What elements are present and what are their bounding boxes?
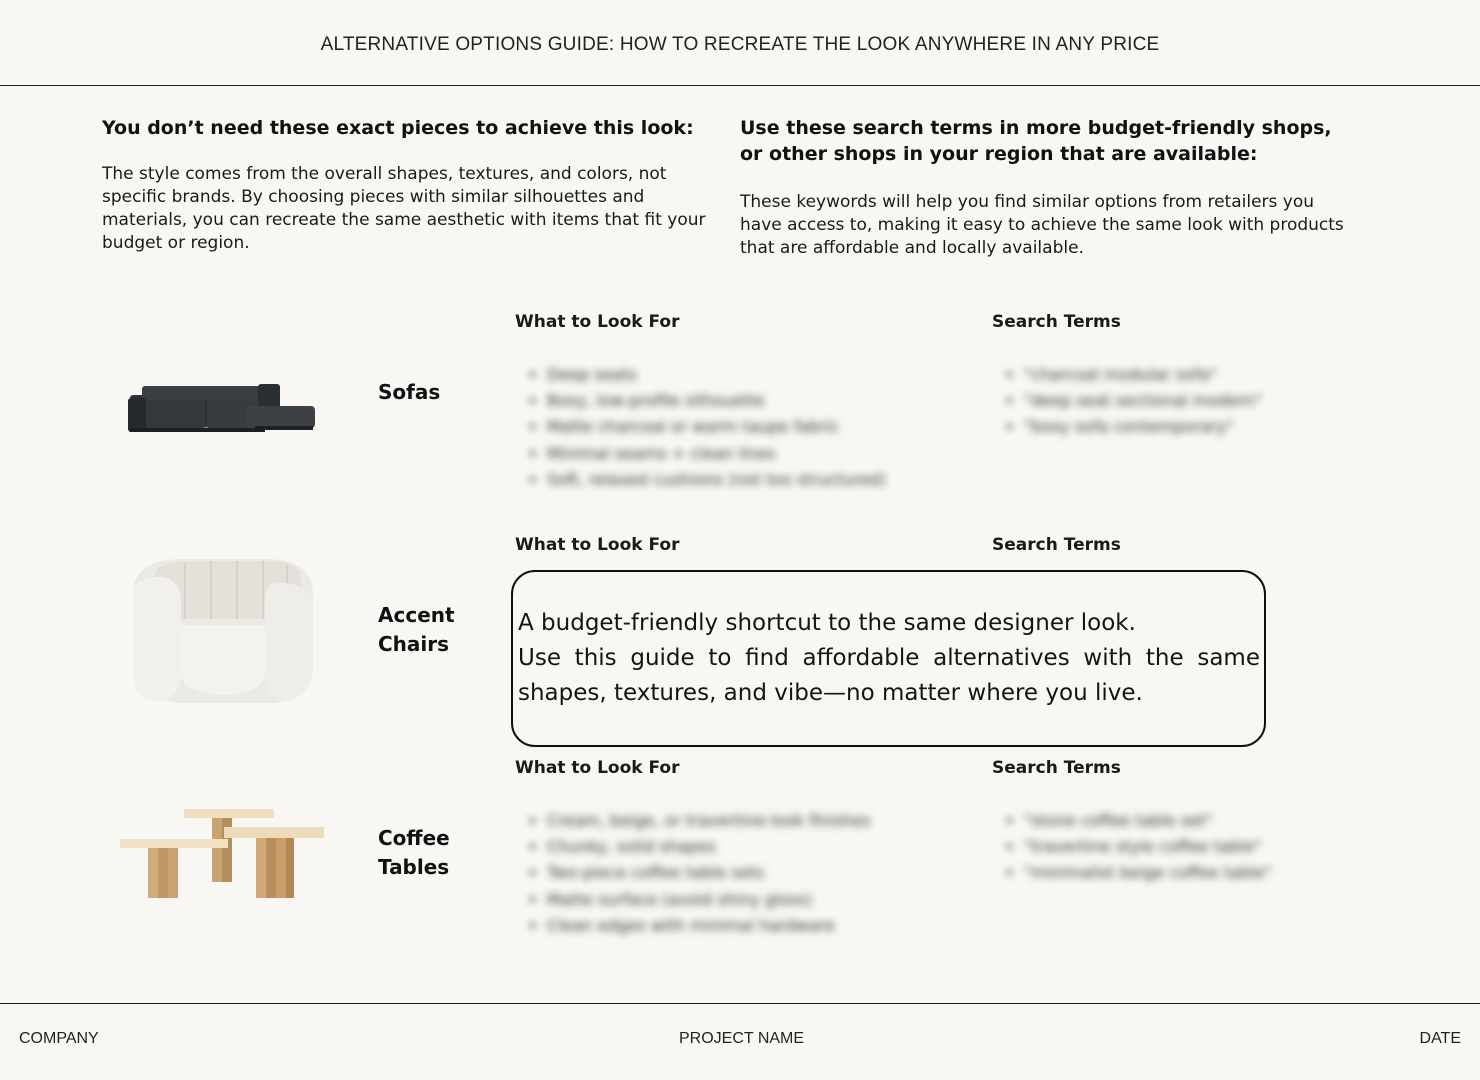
list-item: • Minimal seams + clean lines bbox=[547, 441, 886, 467]
sofas-look-for-list bbox=[515, 362, 886, 493]
coffee-tables-search-terms-list bbox=[992, 808, 1272, 887]
coffee-tables-look-for-list bbox=[515, 808, 871, 939]
intro-left bbox=[102, 115, 722, 255]
list-item: • Soft, relaxed cushions (not too structured) bbox=[547, 467, 886, 493]
footer-date: DATE bbox=[1419, 1030, 1461, 1047]
list-item: • Boxy, low-profile silhouette bbox=[547, 388, 886, 414]
list-item: • "minimalist beige coffee table" bbox=[1024, 860, 1272, 886]
list-item: • "stone coffee table set" bbox=[1024, 808, 1272, 834]
list-item: • "charcoal modular sofa" bbox=[1024, 362, 1262, 388]
sofas-search-terms-list bbox=[992, 362, 1262, 441]
accent-chair-image bbox=[125, 555, 320, 713]
page-title: ALTERNATIVE OPTIONS GUIDE: HOW TO RECREATE THE LOOK ANYWHERE IN ANY PRICE bbox=[320, 33, 1160, 55]
intro-right bbox=[740, 115, 1360, 260]
callout-line-3: shapes, textures, and vibe—no matter where you live. bbox=[518, 680, 1143, 706]
sofa-image bbox=[120, 370, 325, 440]
look-for-heading: What to Look For bbox=[515, 535, 680, 555]
look-for-heading: What to Look For bbox=[515, 312, 680, 332]
list-item: • Matte surface (avoid shiny gloss) bbox=[547, 887, 871, 913]
page-footer bbox=[0, 1003, 1480, 1080]
intro-left-heading: You don’t need these exact pieces to achieve this look: bbox=[102, 117, 694, 139]
footer-project-name: PROJECT NAME bbox=[679, 1030, 805, 1047]
page-header bbox=[0, 0, 1480, 86]
category-label-coffee-tables bbox=[378, 824, 488, 882]
look-for-heading: What to Look For bbox=[515, 758, 680, 778]
category-label-accent-chairs bbox=[378, 601, 488, 659]
list-item: • "boxy sofa contemporary" bbox=[1024, 414, 1262, 440]
list-item: • Matte charcoal or warm taupe fabric bbox=[547, 414, 886, 440]
list-item: • Cream, beige, or travertine-look finishes bbox=[547, 808, 871, 834]
callout-line-2: Use this guide to find affordable alternatives with the same bbox=[518, 645, 1260, 671]
search-terms-heading: Search Terms bbox=[992, 535, 1121, 555]
category-label-line: Tables bbox=[378, 855, 450, 879]
list-item: • "deep seat sectional modern" bbox=[1024, 388, 1262, 414]
intro-right-heading: Use these search terms in more budget-friendly shops, or other shops in your region that are available: bbox=[740, 117, 1332, 165]
category-label-line: Coffee bbox=[378, 826, 450, 850]
search-terms-heading: Search Terms bbox=[992, 312, 1121, 332]
list-item: • Chunky, solid shapes bbox=[547, 834, 871, 860]
list-item: • "travertine style coffee table" bbox=[1024, 834, 1272, 860]
coffee-tables-image bbox=[118, 805, 328, 903]
intro-right-text: These keywords will help you find similar options from retailers you have access to, making it easy to achieve the same look with products that are affordable and locally available. bbox=[740, 192, 1344, 258]
intro-left-text: The style comes from the overall shapes, textures, and colors, not specific brands. By choosing pieces with similar silhouettes and materials, you can recreate the same aesthetic with items that fit your budget or region. bbox=[102, 164, 706, 253]
footer-company: COMPANY bbox=[19, 1030, 99, 1047]
category-label-sofas bbox=[378, 378, 488, 407]
category-label-line: Chairs bbox=[378, 632, 450, 656]
list-item: • Two-piece coffee table sets bbox=[547, 860, 871, 886]
category-label-line: Sofas bbox=[378, 380, 441, 404]
list-item: • Clean edges with minimal hardware bbox=[547, 913, 871, 939]
list-item: • Deep seats bbox=[547, 362, 886, 388]
callout-line-1: A budget-friendly shortcut to the same designer look. bbox=[518, 610, 1136, 636]
callout-box bbox=[511, 570, 1266, 747]
category-label-line: Accent bbox=[378, 603, 455, 627]
search-terms-heading: Search Terms bbox=[992, 758, 1121, 778]
